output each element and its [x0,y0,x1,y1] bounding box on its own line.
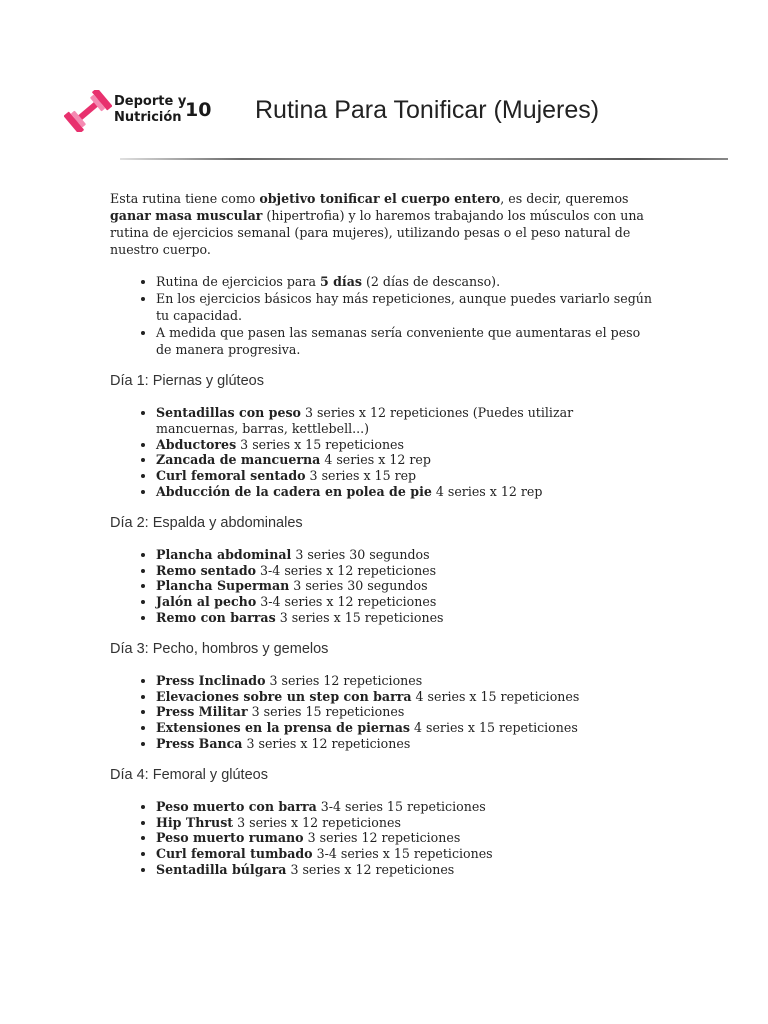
exercise-item: • Remo con barras 3 series x 15 repeticiones [156,610,655,626]
exercise-item: • Peso muerto con barra 3-4 series 15 repeticiones [156,799,655,815]
exercise-item: • Plancha abdominal 3 series 30 segundos [156,547,655,563]
logo-line1: Deporte y [114,94,187,109]
exercise-item: • Extensiones en la prensa de piernas 4 series x 15 repeticiones [156,720,655,736]
logo-wordmark [114,94,186,126]
exercise-item: • Zancada de mancuerna 4 series x 12 rep [156,452,655,468]
exercise-item: • Jalón al pecho 3-4 series x 12 repeticiones [156,594,655,610]
list-item: • En los ejercicios básicos hay más repeticiones, aunque puedes variarlo según tu capacidad. [156,290,655,324]
exercise-item: • Press Militar 3 series 15 repeticiones [156,704,655,720]
logo-line2: Nutrición [114,110,182,125]
list-item: • A medida que pasen las semanas sería conveniente que aumentaras el peso de manera progresiva. [156,324,655,358]
day-2-exercise-list [110,547,655,626]
list-item: • Rutina de ejercicios para 5 días (2 días de descanso). [156,273,655,290]
exercise-item: • Press Inclinado 3 series 12 repeticiones [156,673,655,689]
intro-bold: ganar masa muscular [110,208,263,223]
day-1-exercise-list [110,405,655,500]
header-divider [120,158,728,160]
intro-text: (hipertrofia) y lo haremos trabajando los músculos con una rutina de ejercicios semanal (para mujeres), utilizando pesas o el peso natural de nuestro cuerpo. [110,208,644,257]
intro-text: , es decir, queremos [500,191,629,206]
logo-number: 10 [185,99,212,121]
day-3-exercise-list [110,673,655,752]
exercise-item: • Sentadilla búlgara 3 series x 12 repeticiones [156,862,655,878]
intro-text: Esta rutina tiene como [110,191,260,206]
exercise-item: • Abducción de la cadera en polea de pie 4 series x 12 rep [156,484,655,500]
exercise-item: • Elevaciones sobre un step con barra 4 series x 15 repeticiones [156,689,655,705]
exercise-item: • Plancha Superman 3 series 30 segundos [156,578,655,594]
exercise-item: • Hip Thrust 3 series x 12 repeticiones [156,815,655,831]
site-logo [64,90,214,132]
general-points-list [110,273,655,358]
exercise-item: • Curl femoral tumbado 3-4 series x 15 repeticiones [156,846,655,862]
exercise-item: • Remo sentado 3-4 series x 12 repeticiones [156,563,655,579]
exercise-item: • Abductores 3 series x 15 repeticiones [156,437,655,453]
dumbbell-icon [64,90,112,132]
day-3-heading: Día 3: Pecho, hombros y gemelos [110,640,329,657]
intro-paragraph [110,190,655,258]
exercise-item: • Peso muerto rumano 3 series 12 repeticiones [156,830,655,846]
exercise-item: • Press Banca 3 series x 12 repeticiones [156,736,655,752]
day-4-heading: Día 4: Femoral y glúteos [110,766,268,783]
exercise-item: • Sentadillas con peso 3 series x 12 repeticiones (Puedes utilizar mancuernas, barras, kettlebell...) [156,405,655,437]
day-4-exercise-list [110,799,655,878]
day-1-heading: Día 1: Piernas y glúteos [110,373,264,389]
day-2-heading: Día 2: Espalda y abdominales [110,514,303,531]
document-body [110,190,655,878]
intro-bold: objetivo tonificar el cuerpo entero [259,191,501,206]
page-title: Rutina Para Tonificar (Mujeres) [255,96,600,124]
exercise-item: • Curl femoral sentado 3 series x 15 rep [156,468,655,484]
